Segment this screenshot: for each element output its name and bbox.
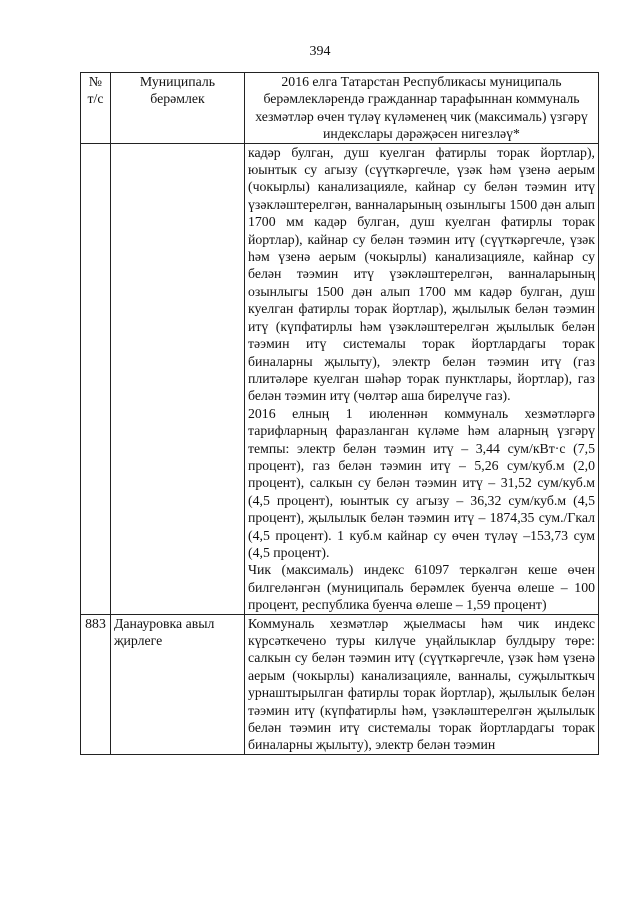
row-number bbox=[81, 143, 111, 614]
header-municipality: Муниципаль берәмлек bbox=[111, 73, 245, 144]
header-number: № т/с bbox=[81, 73, 111, 144]
table-header-row bbox=[81, 73, 599, 144]
row-municipality bbox=[111, 143, 245, 614]
table-row bbox=[81, 143, 599, 614]
description-paragraph: кадәр булган, душ куелган фатирлы торак йортлар), юынтык су агызу (сүүткәргечле, үзәк һәм үзенә аерым (чокырлы) канализацияле, кайнар су белән тәэмин итү үзәкләштерелгән, ванналарының озынлыгы 1500 дән алып 1700 мм кадәр булган, душ куелган фатирлы торак йортлар), кайнар су белән тәэмин итү (сүүткәргечле, үзәк һәм үзенә аерым (чокырлы) канализацияле, кайнар су белән тәэмин итү үзәкләштерелгән, ванналарының озынлыгы 1500 дән алып 1700 мм кадәр булган, душ куелган фатирлы торак йортлар), җылылык белән тәэмин итү (күпфатирлы һәм үзәкләштерелгән җылылык белән тәэмин итү системалы торак йортлардагы торак биналарны җылыту), электр белән тәэмин итү (газ плитәләре куелган шәһәр торак пунктлары, йортлар), газ белән тәэмин итү (чөлтәр аша бирелүче газ). bbox=[248, 144, 595, 404]
row-description bbox=[245, 143, 599, 614]
page-number: 394 bbox=[309, 44, 331, 59]
description-paragraph: Чик (максималь) индекс 61097 теркәлгән кеше өчен билгеләнгән (муниципаль берәмлек буенча өлеше – 100 процент, республика буенча өлеше – 1,59 процент) bbox=[248, 562, 595, 613]
row-number: 883 bbox=[81, 614, 111, 754]
row-description bbox=[245, 614, 599, 754]
description-paragraph: 2016 елның 1 июленнән коммуналь хезмәтләргә тарифларның фаразланган күләме һәм аларның үзгәрү темпы: электр белән тәэмин итү – 3,44 сум/кВт·с (7,5 процент), газ белән тәэмин итү – 5,26 сум/куб.м (2,0 процент), салкын су белән тәэмин итү – 31,52 сум/куб.м (4,5 процент), юынтык су агызу – 36,32 сум/куб.м (4,5 процент), җылылык белән тәэмин итү – 1874,35 сум./Гкал (4,5 процент). 1 куб.м кайнар су өчен түләү –153,73 сум (4,5 процент). bbox=[248, 405, 595, 560]
indices-table bbox=[80, 72, 599, 755]
description-paragraph: Коммуналь хезмәтләр җыелмасы һәм чик индекс күрсәткечено туры килүче уңайлыклар булдыру төре: салкын су белән тәэмин итү (сүүткәргечле, үзәк һәм үзенә аерым (чокырлы) канализацияле, ванналы, суҗылыткыч урнаштырылган фатирлы торак йортлар), җылылык белән тәэмин итү (күпфатирлы һәм, үзәкләштерелгән җылылык белән тәэмин итү системалы торак йортлардагы торак биналарны җылыту), электр белән тәэмин bbox=[248, 615, 595, 753]
row-municipality: Данауровка авыл җирлеге bbox=[111, 614, 245, 754]
header-description: 2016 елга Татарстан Республикасы муниципаль берәмлекләрендә гражданнар тарафыннан коммуналь хезмәтләр өчен түләү күләменең чик (максималь) үзгәрү индекслары дәрәҗәсен нигезләү* bbox=[245, 73, 599, 144]
table-row bbox=[81, 614, 599, 754]
